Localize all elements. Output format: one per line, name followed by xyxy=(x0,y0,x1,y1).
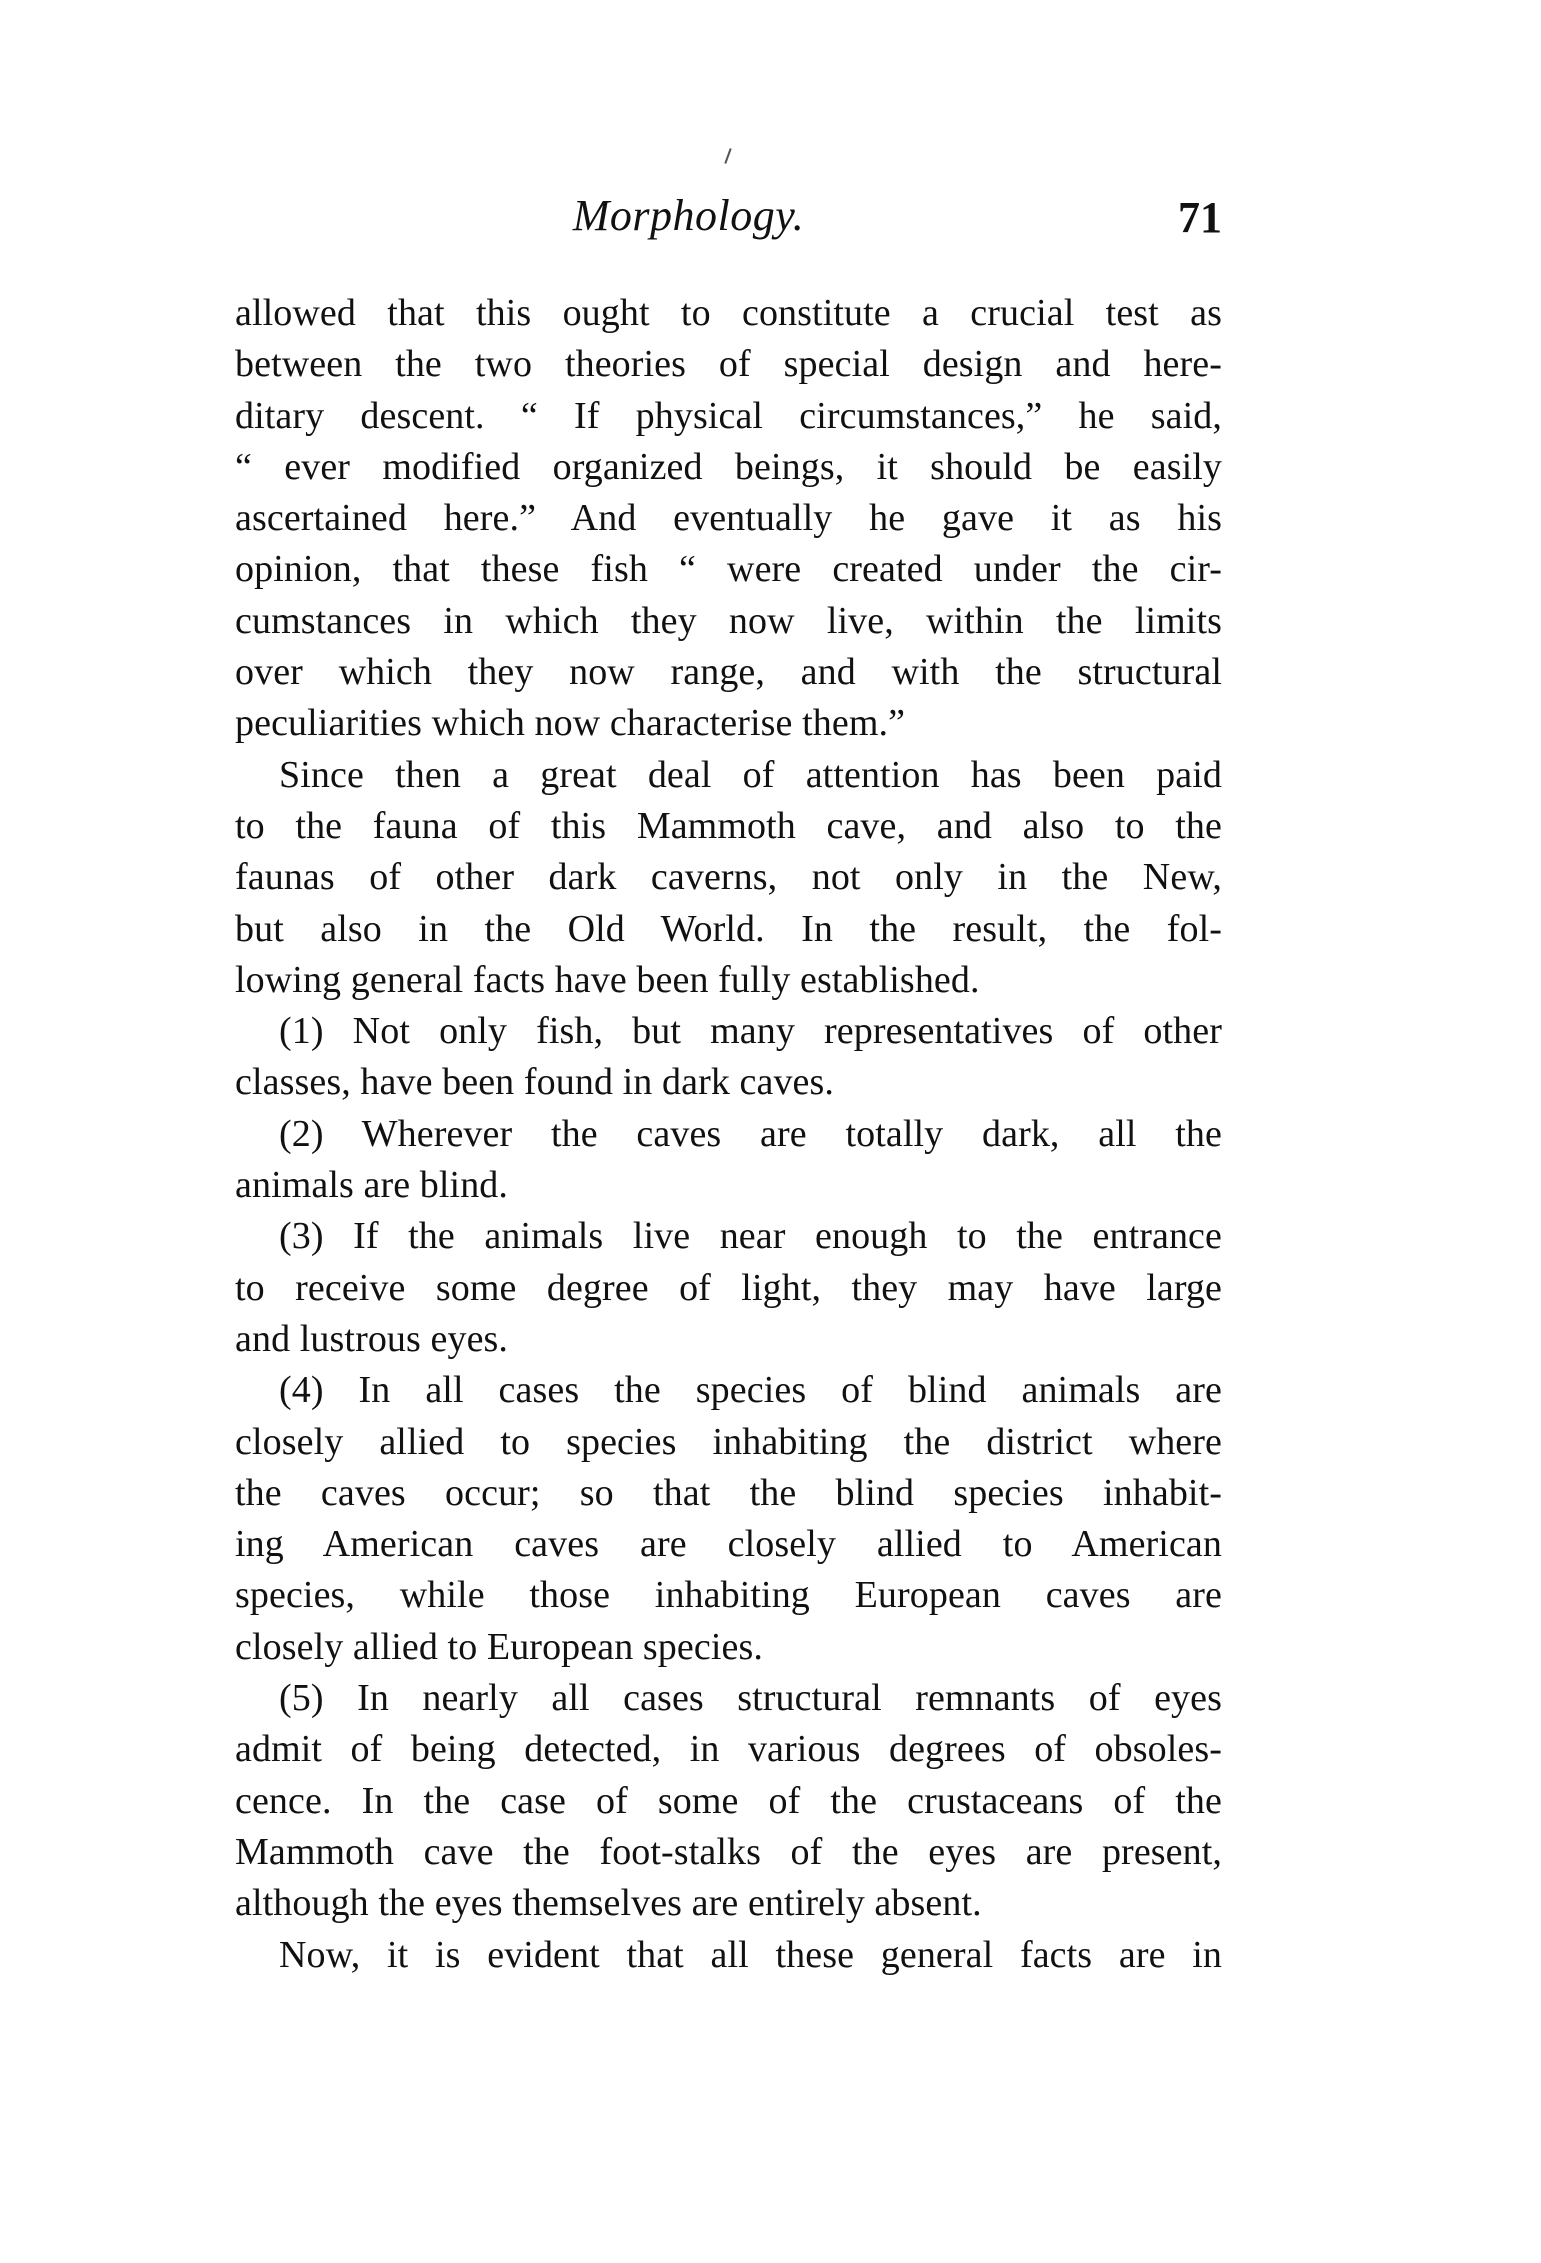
list-item-1-line: (1) Not only fish, but many representatives of other xyxy=(279,1010,1222,1053)
list-item-2-line: (2) Wherever the caves are totally dark, all the xyxy=(279,1112,1222,1155)
text-line: cence. In the case of some of the crustaceans of the xyxy=(235,1779,1222,1822)
text-line: allowed that this ought to constitute a crucial test as xyxy=(235,292,1222,334)
list-item-3-line: (3) If the animals live near enough to the entrance xyxy=(279,1215,1222,1258)
text-line: species, while those inhabiting European caves are xyxy=(235,1574,1222,1617)
text-line: to receive some degree of light, they may have large xyxy=(235,1266,1222,1309)
text-line: ditary descent. “ If physical circumstances,” he said, xyxy=(235,394,1222,437)
text-line: classes, have been found in dark caves. xyxy=(235,1061,835,1104)
text-line: ascertained here.” And eventually he gave it as his xyxy=(235,497,1222,540)
list-item-4-line: (4) In all cases the species of blind animals are xyxy=(279,1369,1222,1412)
text-line: “ ever modified organized beings, it should be easily xyxy=(235,445,1222,488)
text-line: admit of being detected, in various degrees of obsoles- xyxy=(235,1728,1222,1771)
text-line: although the eyes themselves are entirely absent. xyxy=(235,1882,982,1925)
text-line: animals are blind. xyxy=(235,1164,508,1207)
text-line: to the fauna of this Mammoth cave, and also to the xyxy=(235,804,1222,847)
text-line: opinion, that these fish “ were created under the cir- xyxy=(235,548,1222,591)
scan-artifact-mark xyxy=(724,148,731,164)
running-header xyxy=(235,190,1222,250)
text-line: faunas of other dark caverns, not only in the New, xyxy=(235,856,1222,899)
page-number: 71 xyxy=(1178,193,1222,242)
text-line: the caves occur; so that the blind species inhabit- xyxy=(235,1471,1222,1514)
text-line: and lustrous eyes. xyxy=(235,1317,509,1360)
paragraph-start-line: Since then a great deal of attention has been paid xyxy=(279,753,1222,796)
text-line: over which they now range, and with the structural xyxy=(235,651,1222,694)
list-item-5-line: (5) In nearly all cases structural remnants of eyes xyxy=(279,1677,1222,1720)
text-line: cumstances in which they now live, within the limits xyxy=(235,599,1222,642)
text-line: closely allied to European species. xyxy=(235,1625,763,1668)
body-text xyxy=(235,288,1222,1981)
text-line: but also in the Old World. In the result, the fol- xyxy=(235,907,1222,950)
text-line: between the two theories of special design and here- xyxy=(235,343,1222,386)
text-line: Mammoth cave the foot-stalks of the eyes are present, xyxy=(235,1830,1222,1873)
text-line: ing American caves are closely allied to American xyxy=(235,1523,1222,1566)
text-line: closely allied to species inhabiting the district where xyxy=(235,1420,1222,1463)
paragraph-start-line: Now, it is evident that all these general facts are in xyxy=(279,1933,1222,1976)
text-line: lowing general facts have been fully established. xyxy=(235,958,980,1001)
text-line: peculiarities which now characterise them.” xyxy=(235,702,906,745)
running-title: Morphology. xyxy=(572,191,805,240)
